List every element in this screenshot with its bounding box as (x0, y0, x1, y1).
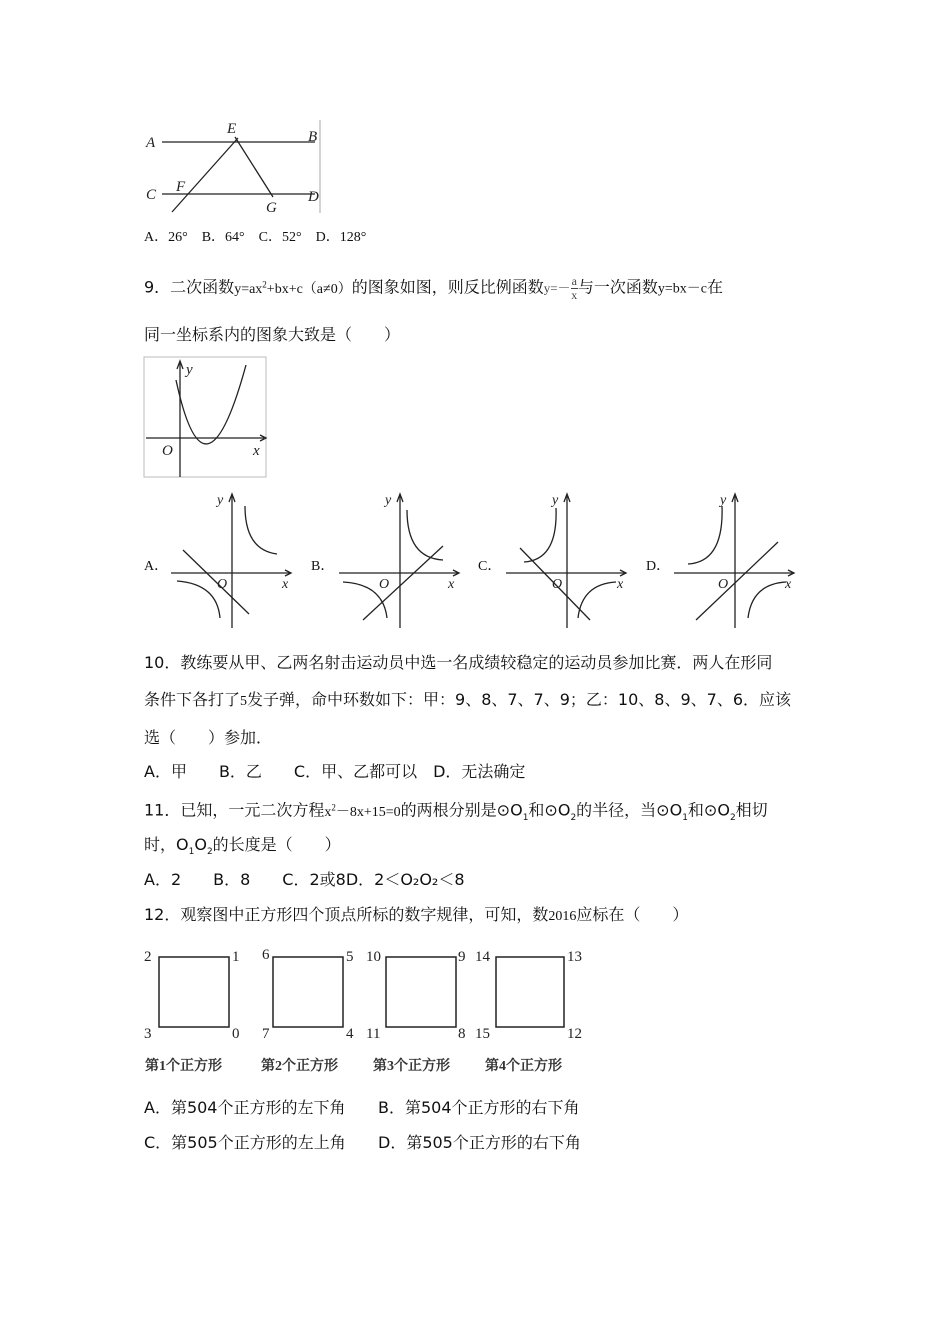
q9-text-a: 9．二次函数 (144, 277, 235, 297)
option-b-label-x: x (448, 577, 455, 592)
q9-option-b-label: B． (311, 559, 335, 574)
q11-sub4: 2 (729, 812, 736, 823)
q11-options: A．2 B．8 C．2或8D．2＜O₂O₂＜8 (144, 870, 465, 889)
q12-option-d: D．第505个正方形的右下角 (378, 1133, 581, 1152)
q11-sub5: 1 (188, 847, 195, 858)
option-d-label-o: O (718, 577, 729, 592)
label-a: A (146, 135, 156, 151)
graph-label-o: O (162, 443, 173, 459)
square-2-tl: 6 (262, 947, 270, 963)
option-c-label-x: x (617, 577, 624, 592)
q9-text-b: 的图象如图，则反比例函数 (351, 277, 544, 297)
q9-eq (234, 279, 352, 297)
option-c-label-o: O (552, 577, 563, 592)
option-c-label-y: y (552, 493, 559, 508)
q9-frac-prefix: y=－ (543, 280, 571, 296)
option-c-graph (500, 488, 630, 630)
square-4 (496, 957, 564, 1027)
q12-option-b: B．第504个正方形的右下角 (378, 1098, 580, 1117)
label-b: B (308, 129, 318, 145)
square-3-bl: 11 (366, 1026, 381, 1042)
option-d-graph (668, 488, 798, 630)
q11-eq-sup: 2 (331, 802, 336, 812)
option-a-graph (165, 488, 295, 630)
option-b-hyperbola-q1 (407, 510, 443, 560)
square-2-caption: 第2个正方形 (261, 1059, 338, 1074)
square-1-tr: 1 (232, 949, 240, 965)
option-d-line (696, 542, 778, 620)
q10-question-line1: 10．教练要从甲、乙两名射击运动员中选一名成绩较稳定的运动员参加比赛．两人在形同 (144, 653, 773, 672)
parallel-lines-figure (140, 115, 325, 215)
q9-frac-den: x (571, 287, 578, 302)
label-e: E (227, 121, 237, 137)
option-b-label-y: y (385, 493, 392, 508)
option-a-hyperbola-q1 (245, 506, 277, 554)
q11-sub3: 1 (682, 812, 688, 823)
q9-question-line1 (144, 274, 723, 302)
option-d-label-x: x (785, 577, 792, 592)
q11-text-h: O (194, 835, 207, 854)
square-3-br: 8 (458, 1026, 466, 1042)
graph-label-y: y (186, 362, 193, 378)
option-a-hyperbola-q3 (177, 581, 220, 618)
option-b-line (363, 546, 443, 620)
option-a-label-o: O (217, 577, 228, 592)
q12-text-b: 应标在（ ） (576, 905, 689, 924)
option-d-hyperbola-q4 (748, 582, 786, 618)
q9-eq-sup: 2 (262, 279, 267, 289)
square-4-br: 12 (567, 1026, 582, 1042)
q9-eq3: y=bx－c (657, 281, 708, 297)
q9-question-line2: 同一坐标系内的图象大致是（ ） (144, 325, 401, 344)
square-1-bl: 3 (144, 1026, 152, 1042)
q12-option-c: C．第505个正方形的左上角 (144, 1133, 346, 1152)
q11-eq-rest: －8x+15=0 (335, 804, 401, 820)
line-eg (235, 137, 273, 197)
square-2-tr: 5 (346, 949, 354, 965)
q9-eq-rest: +bx+c（a≠0） (266, 281, 352, 297)
q11-text-c: 和⊙O (528, 800, 571, 820)
square-1-br: 0 (232, 1026, 240, 1042)
q10-question-line3: 选（ ）参加． (144, 728, 273, 747)
q11-question-line2 (144, 835, 341, 862)
square-3-tr: 9 (458, 949, 466, 965)
q12-number: 2016 (548, 909, 577, 924)
q12-option-a: A．第504个正方形的左下角 (144, 1098, 346, 1117)
option-a-label-x: x (282, 577, 289, 592)
square-1-tl: 2 (144, 949, 152, 965)
q9-text-d: 在 (707, 277, 724, 297)
q11-sub2: 2 (570, 812, 577, 823)
label-d: D (308, 189, 319, 205)
q11-text-f: 相切 (735, 800, 768, 820)
q10-text-b: 发子弹，命中环数如下：甲：9、8、7、7、9；乙：10、8、9、7、6．应该 (247, 690, 791, 709)
q12-text-a: 12．观察图中正方形四个顶点所标的数字规律，可知，数 (144, 905, 549, 924)
option-c-hyperbola-q2 (524, 508, 556, 562)
option-b-label-o: O (379, 577, 390, 592)
square-1-caption: 第1个正方形 (145, 1059, 222, 1074)
square-2 (273, 957, 343, 1027)
option-b-graph (333, 488, 463, 630)
q11-text-e: 和⊙O (687, 800, 730, 820)
square-3 (386, 957, 456, 1027)
q8-options: A．26° B．64° C．52° D．128° (144, 230, 367, 245)
square-2-bl: 7 (262, 1026, 270, 1042)
q11-text-b: 的两根分别是⊙O (400, 800, 523, 820)
q11-sub6: 2 (206, 847, 213, 858)
q11-text-a: 11．已知，一元二次方程 (144, 800, 325, 820)
square-1 (159, 957, 229, 1027)
q10-count: 5 (240, 694, 248, 709)
square-4-tr: 13 (567, 949, 582, 965)
squares-figure (140, 942, 595, 1077)
q10-options: A．甲 B．乙 C．甲、乙都可以 D．无法确定 (144, 762, 526, 781)
q11-text-g: 时，O (144, 835, 189, 854)
q9-option-c-label: C． (478, 559, 502, 574)
square-4-tl: 14 (475, 949, 490, 965)
square-4-bl: 15 (475, 1026, 490, 1042)
label-c: C (146, 187, 157, 203)
option-a-label-y: y (217, 493, 224, 508)
q11-text-i: 的长度是（ ） (212, 835, 341, 854)
option-a-line (183, 550, 249, 614)
q11-question-line1 (144, 797, 768, 828)
q11-text-d: 的半径，当⊙O (576, 800, 683, 820)
q9-eq-base: y=ax (234, 281, 263, 297)
q9-text-c: 与一次函数 (577, 277, 658, 297)
q10-text-a: 条件下各打了 (144, 690, 241, 709)
square-4-caption: 第4个正方形 (485, 1059, 562, 1074)
q9-frac-num: a (571, 273, 577, 288)
q9-option-d-label: D． (646, 559, 671, 574)
line-ef (172, 138, 238, 212)
label-g: G (266, 200, 277, 215)
q11-eq-base: x (324, 804, 332, 820)
q11-sub1: 1 (522, 812, 529, 823)
option-d-label-y: y (720, 493, 727, 508)
q12-question (144, 905, 688, 927)
graph-label-x: x (253, 443, 260, 459)
label-f: F (176, 179, 186, 195)
option-d-hyperbola-q2 (688, 506, 722, 564)
square-2-br: 4 (346, 1026, 354, 1042)
square-3-caption: 第3个正方形 (373, 1059, 450, 1074)
q10-question-line2 (144, 690, 791, 712)
parabola-graph (142, 355, 270, 480)
q11-equation (324, 802, 401, 820)
square-3-tl: 10 (366, 949, 381, 965)
q9-option-a-label: A． (144, 559, 169, 574)
q9-fraction (571, 275, 578, 302)
